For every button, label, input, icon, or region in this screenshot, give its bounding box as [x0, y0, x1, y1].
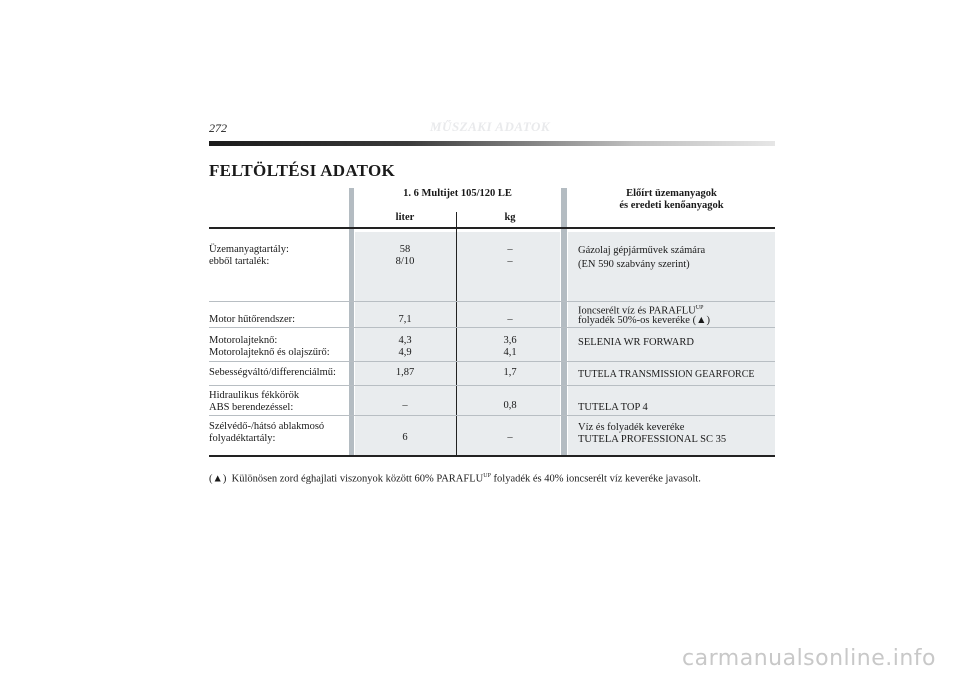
fluid-spec: Gázolaj gépjárművek számára: [578, 245, 706, 256]
table-top-rule: [209, 227, 775, 229]
engine-header: 1. 6 Multijet 105/120 LE: [403, 188, 512, 199]
footnote: [209, 470, 701, 486]
row-label: Motorolajteknő és olajszűrő:: [209, 347, 330, 358]
brand-mark: UP: [695, 305, 704, 311]
fluid-spec: TUTELA TOP 4: [578, 402, 648, 413]
fluid-spec: TUTELA PROFESSIONAL SC 35: [578, 434, 727, 445]
footnote-text: Különösen zord éghajlati viszonyok között 60% PARAFLU: [231, 473, 484, 485]
page-number: 272: [209, 121, 227, 135]
fluid-spec: SELENIA WR FORWARD: [578, 337, 694, 348]
watermark: carmanualsonline.info: [682, 646, 936, 671]
fluid-spec: TUTELA TRANSMISSION GEARFORCE: [578, 369, 755, 380]
row-label: ABS berendezéssel:: [209, 402, 294, 413]
fluid-header-line1: Előírt üzemanyagok: [626, 188, 717, 199]
kg-value: 1,7: [503, 367, 517, 378]
footnote-text: folyadék és 40% ioncserélt víz keveréke javasolt.: [490, 473, 701, 485]
row-label: Sebességváltó/differenciálmű:: [209, 367, 336, 378]
liter-value: 7,1: [398, 314, 412, 325]
brand-mark: UP: [483, 473, 491, 479]
row-label: ebből tartalék:: [209, 256, 270, 267]
fluid-header-line2: és eredeti kenőanyagok: [619, 200, 724, 211]
kg-value: 0,8: [503, 400, 517, 411]
row-separator: [209, 327, 775, 328]
row-label: Üzemanyagtartály:: [209, 244, 289, 255]
section-title: MŰSZAKI ADATOK: [430, 119, 551, 134]
fluid-spec: (EN 590 szabvány szerint): [578, 259, 690, 270]
kg-value: 3,6: [503, 335, 517, 346]
row-label: Szélvédő-/hátsó ablakmosó: [209, 421, 325, 432]
table-bottom-rule: [209, 455, 775, 457]
page-title: FELTÖLTÉSI ADATOK: [209, 161, 396, 180]
unit-kg-header: kg: [504, 212, 516, 223]
unit-liter-header: liter: [395, 212, 415, 223]
fluid-spec-text: Ioncserélt víz és PARAFLU: [578, 305, 696, 317]
liter-value: 1,87: [395, 367, 415, 378]
header-bar: [209, 141, 775, 146]
unit-divider: [456, 212, 457, 455]
liter-value: 6: [402, 432, 408, 443]
kg-value: 4,1: [503, 347, 517, 358]
kg-value: –: [507, 314, 513, 325]
kg-value: –: [507, 244, 513, 255]
row-label: folyadéktartály:: [209, 433, 276, 444]
fluid-spec: Víz és folyadék keveréke: [578, 422, 685, 433]
row-label: Motorolajteknő:: [209, 335, 278, 346]
kg-value: –: [507, 432, 513, 443]
row-separator: [209, 415, 775, 416]
footnote-marker: (▲): [209, 473, 227, 485]
row-separator: [209, 361, 775, 362]
kg-value: –: [507, 256, 513, 267]
liter-value: 4,3: [398, 335, 412, 346]
liter-value: 8/10: [395, 256, 415, 267]
row-label: Hidraulikus fékkörök: [209, 390, 300, 401]
liter-value: –: [402, 400, 408, 411]
fluid-spec: folyadék 50%-os keveréke (▲): [578, 315, 710, 326]
liter-value: 58: [399, 244, 411, 255]
row-label: Motor hűtőrendszer:: [209, 314, 296, 325]
liter-value: 4,9: [398, 347, 412, 358]
row-separator: [209, 385, 775, 386]
